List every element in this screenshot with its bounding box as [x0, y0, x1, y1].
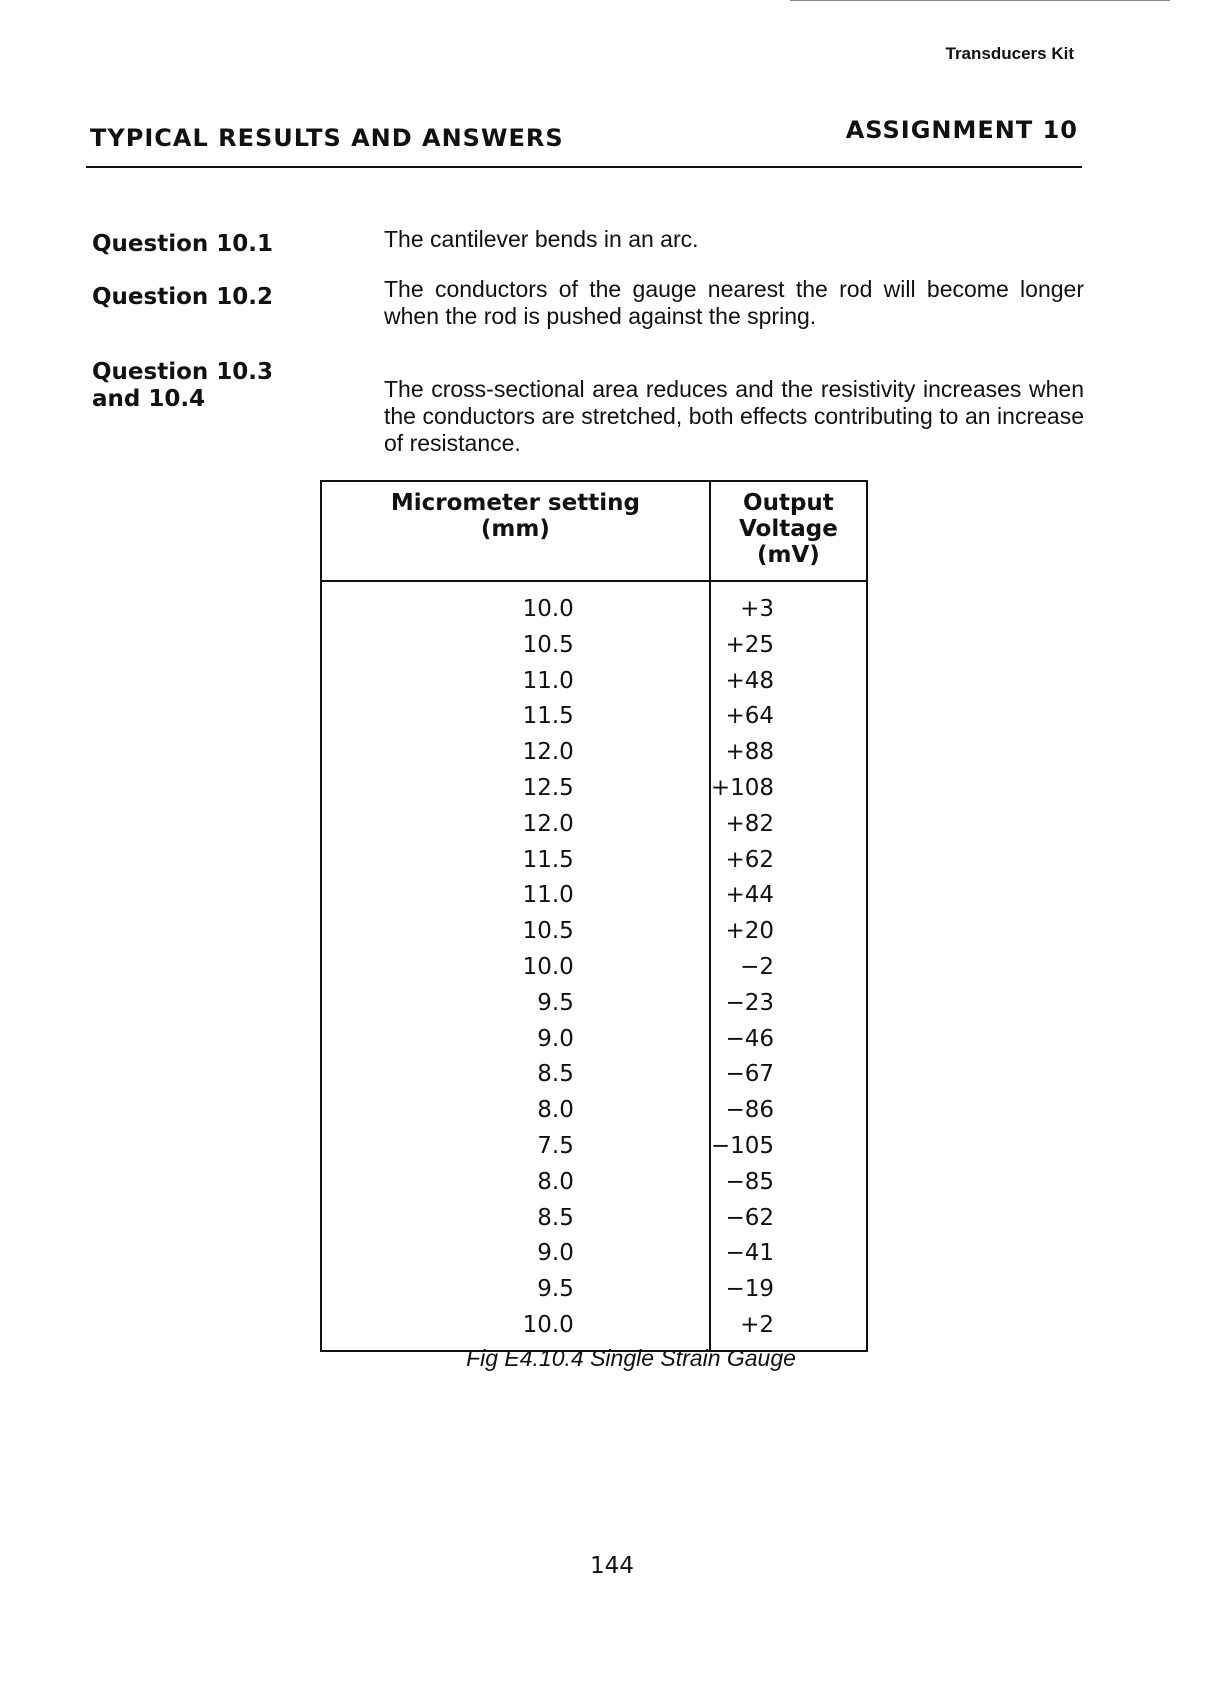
micrometer-setting-cell: 8.5: [321, 1201, 710, 1237]
top-edge-rule: [790, 0, 1170, 1]
table-row: [321, 878, 867, 914]
question-answer: The cross-sectional area reduces and the resistivity increases when the conductors are stretched, both effects contributing to an increase of resistance.: [384, 376, 1084, 456]
micrometer-setting-cell: 12.0: [321, 807, 710, 843]
table-row: [321, 807, 867, 843]
output-voltage-cell: +3: [710, 581, 867, 628]
output-voltage-cell: −2: [710, 950, 867, 986]
output-voltage-cell: +25: [710, 628, 867, 664]
header-text: Output Voltage: [739, 490, 838, 542]
output-voltage-cell: +88: [710, 735, 867, 771]
output-voltage-cell: −41: [710, 1236, 867, 1272]
table-row: [321, 1236, 867, 1272]
question-label: Question 10.1: [92, 231, 274, 257]
output-voltage-cell: +64: [710, 699, 867, 735]
section-title: TYPICAL RESULTS AND ANSWERS: [90, 124, 564, 152]
table-row: [321, 1165, 867, 1201]
output-voltage-cell: +20: [710, 914, 867, 950]
table-row: [321, 1201, 867, 1237]
table-row: [321, 1272, 867, 1308]
table-body: [321, 581, 867, 1351]
output-voltage-cell: −19: [710, 1272, 867, 1308]
output-voltage-cell: +48: [710, 664, 867, 700]
assignment-label: ASSIGNMENT 10: [845, 116, 1078, 144]
question-label-line: Question 10.3: [92, 359, 274, 385]
micrometer-setting-cell: 8.5: [321, 1057, 710, 1093]
output-voltage-cell: −62: [710, 1201, 867, 1237]
micrometer-setting-cell: 9.0: [321, 1022, 710, 1058]
micrometer-setting-cell: 11.0: [321, 878, 710, 914]
header-unit: (mV): [757, 542, 820, 568]
header-micrometer-setting: [321, 481, 710, 581]
table-row: [321, 699, 867, 735]
micrometer-setting-cell: 12.5: [321, 771, 710, 807]
output-voltage-cell: −46: [710, 1022, 867, 1058]
output-voltage-cell: +82: [710, 807, 867, 843]
micrometer-setting-cell: 10.0: [321, 581, 710, 628]
table-row: [321, 664, 867, 700]
question-label: Question 10.2: [92, 284, 274, 310]
micrometer-setting-cell: 8.0: [321, 1093, 710, 1129]
output-voltage-cell: −23: [710, 986, 867, 1022]
header-text: Micrometer setting: [390, 490, 640, 516]
table-row: [321, 843, 867, 879]
micrometer-setting-cell: 9.5: [321, 1272, 710, 1308]
table-row: [321, 581, 867, 628]
question-answer: The conductors of the gauge nearest the rod will become longer when the rod is pushed against the spring.: [384, 276, 1084, 329]
header-unit: (mm): [480, 516, 550, 542]
table-row: [321, 771, 867, 807]
table-header-row: [321, 481, 867, 581]
output-voltage-cell: +62: [710, 843, 867, 879]
page-number: 144: [590, 1553, 634, 1579]
header-divider: [86, 166, 1082, 168]
output-voltage-cell: +44: [710, 878, 867, 914]
output-voltage-cell: −85: [710, 1165, 867, 1201]
micrometer-setting-cell: 10.0: [321, 950, 710, 986]
question-answer: The cantilever bends in an arc.: [384, 226, 699, 252]
micrometer-setting-cell: 8.0: [321, 1165, 710, 1201]
table-row: [321, 986, 867, 1022]
micrometer-setting-cell: 10.5: [321, 628, 710, 664]
micrometer-setting-cell: 9.5: [321, 986, 710, 1022]
table-row: [321, 1129, 867, 1165]
micrometer-setting-cell: 12.0: [321, 735, 710, 771]
micrometer-setting-cell: 10.0: [321, 1308, 710, 1351]
table-row: [321, 914, 867, 950]
micrometer-setting-cell: 11.0: [321, 664, 710, 700]
output-voltage-cell: −105: [710, 1129, 867, 1165]
table-row: [321, 1057, 867, 1093]
table-row: [321, 735, 867, 771]
table-row: [321, 950, 867, 986]
output-voltage-cell: +2: [710, 1308, 867, 1351]
output-voltage-cell: −67: [710, 1057, 867, 1093]
results-table: [320, 480, 868, 1352]
output-voltage-cell: −86: [710, 1093, 867, 1129]
micrometer-setting-cell: 9.0: [321, 1236, 710, 1272]
micrometer-setting-cell: 11.5: [321, 843, 710, 879]
micrometer-setting-cell: 7.5: [321, 1129, 710, 1165]
figure-caption: Fig E4.10.4 Single Strain Gauge: [466, 1345, 796, 1371]
table-row: [321, 1022, 867, 1058]
output-voltage-cell: +108: [710, 771, 867, 807]
table-row: [321, 1093, 867, 1129]
header-output-voltage: [710, 481, 867, 581]
micrometer-setting-cell: 10.5: [321, 914, 710, 950]
question-label: [92, 359, 273, 413]
micrometer-setting-cell: 11.5: [321, 699, 710, 735]
table-row: [321, 628, 867, 664]
kit-name: Transducers Kit: [945, 44, 1074, 63]
question-label-line: and 10.4: [92, 386, 206, 412]
